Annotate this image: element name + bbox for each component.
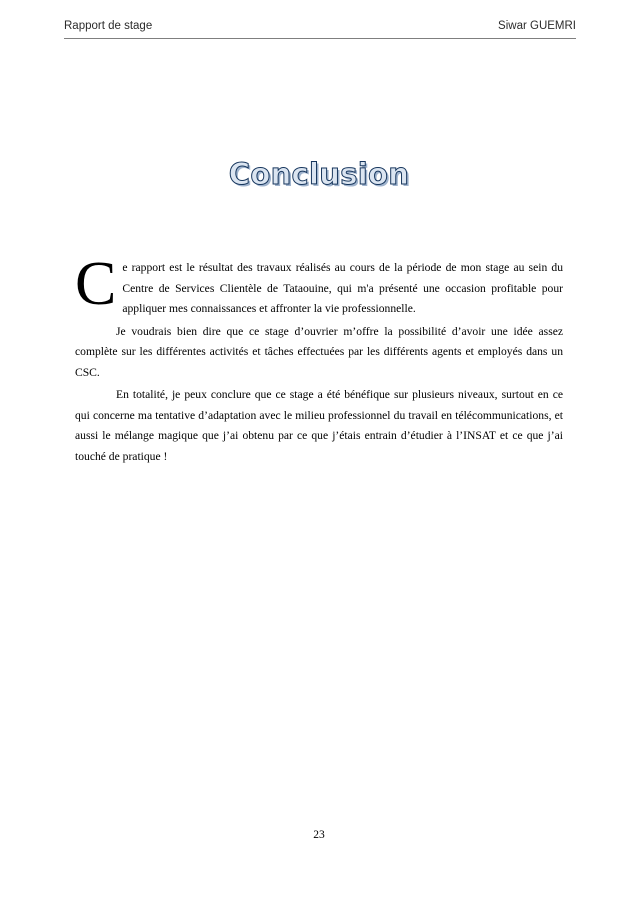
drop-cap-letter: C <box>75 250 117 318</box>
section-title: Conclusion <box>228 157 410 191</box>
conclusion-body <box>75 250 563 469</box>
paragraph-intro-text: e rapport est le résultat des travaux réalisés au cours de la période de mon stage au sein du Centre de Services Clientèle de Tataouine, qui m'a présenté une occasion profitable pour appliquer mes connaissances et affronter la vie professionnelle. <box>122 261 563 315</box>
page-header <box>64 8 576 39</box>
header-author: Siwar GUEMRI <box>498 20 576 32</box>
paragraph-intro <box>75 250 563 320</box>
paragraph-third: En totalité, je peux conclure que ce stage a été bénéfique sur plusieurs niveaux, surtout en ce qui concerne ma tentative d’adaptation avec le milieu professionnel du travail en télécommunications, et aussi le mélange magique que j’ai obtenu par ce que j’étais entrain d’étudier à l’INSAT et ce que j’ai touché de pratique ! <box>75 388 563 463</box>
paragraph-second: Je voudrais bien dire que ce stage d’ouvrier m’offre la possibilité d’avoir une idée assez complète sur les différentes activités et tâches effectuées par les différents agents et employés dans un CSC. <box>75 324 563 379</box>
page-number: 23 <box>313 829 325 841</box>
header-report-title: Rapport de stage <box>64 20 153 32</box>
